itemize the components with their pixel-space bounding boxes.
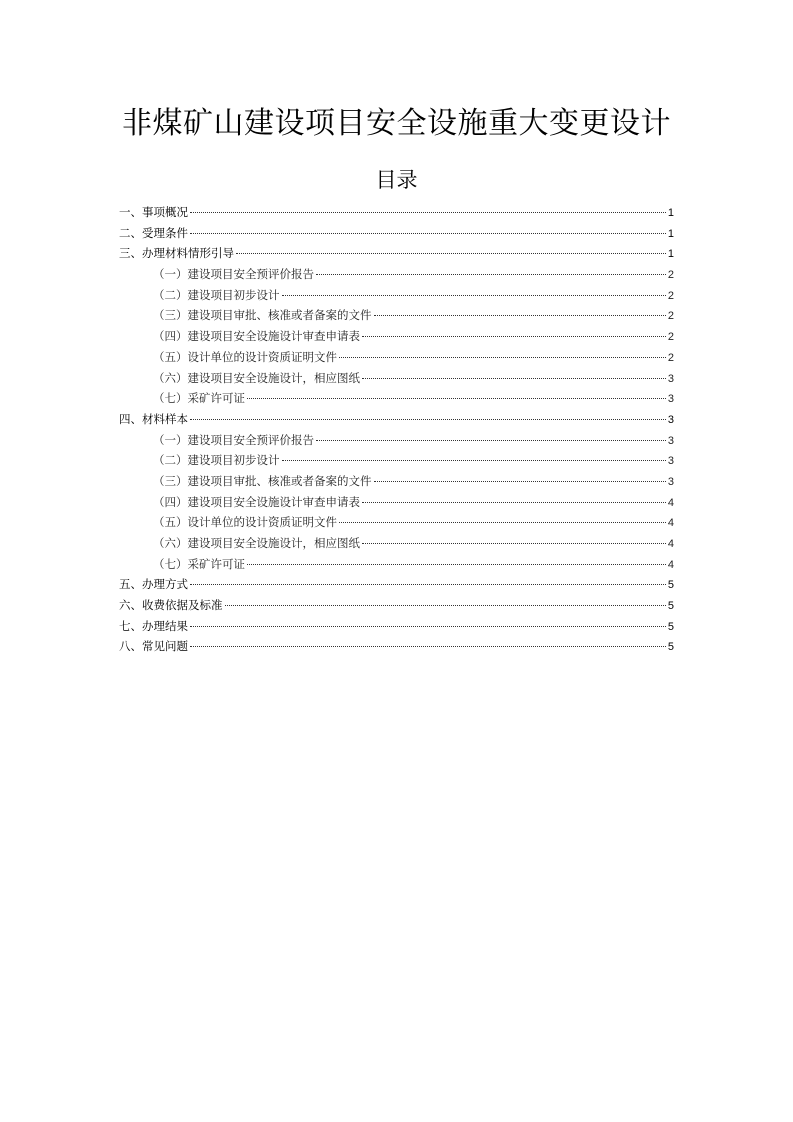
toc-entry-label: （四）建设项目安全设施设计审查申请表 <box>153 494 360 509</box>
toc-leader-dots <box>316 274 666 275</box>
toc-entry-page: 3 <box>667 393 674 406</box>
toc-leader-dots <box>190 646 666 647</box>
toc-leader-dots <box>247 564 666 565</box>
toc-entry-label: 三、办理材料情形引导 <box>119 246 234 261</box>
toc-entry-label: （七）采矿许可证 <box>153 391 245 406</box>
toc-leader-dots <box>339 522 666 523</box>
toc-entry-subitem-3-4[interactable] <box>119 326 674 347</box>
toc-entry-label: 六、收费依据及标准 <box>119 598 223 613</box>
toc-leader-dots <box>362 378 666 379</box>
toc-entry-label: 七、办理结果 <box>119 618 188 633</box>
toc-entry-label: 四、材料样本 <box>119 411 188 426</box>
toc-entry-item-6[interactable] <box>119 595 674 616</box>
toc-entry-item-7[interactable] <box>119 616 674 637</box>
toc-leader-dots <box>316 440 666 441</box>
toc-entry-subitem-4-3[interactable] <box>119 471 674 492</box>
toc-leader-dots <box>374 315 666 316</box>
toc-entry-subitem-3-6[interactable] <box>119 368 674 389</box>
table-of-contents <box>119 202 674 657</box>
toc-entry-item-5[interactable] <box>119 574 674 595</box>
toc-entry-page: 5 <box>667 600 674 613</box>
toc-entry-page: 5 <box>667 641 674 654</box>
document-title: 非煤矿山建设项目安全设施重大变更设计 <box>122 106 671 141</box>
toc-leader-dots <box>362 502 666 503</box>
toc-entry-label: （四）建设项目安全设施设计审查申请表 <box>153 329 360 344</box>
toc-entry-page: 4 <box>667 538 674 550</box>
toc-entry-item-8[interactable] <box>119 636 674 657</box>
toc-entry-label: （一）建设项目安全预评价报告 <box>153 267 314 282</box>
toc-leader-dots <box>247 398 666 399</box>
toc-entry-page: 2 <box>667 289 674 302</box>
toc-entry-page: 4 <box>667 496 674 509</box>
toc-entry-label: （三）建设项目审批、核准或者备案的文件 <box>153 308 372 323</box>
toc-leader-dots <box>190 584 666 585</box>
toc-entry-subitem-4-2[interactable] <box>119 450 674 471</box>
toc-entry-label: （七）采矿许可证 <box>153 556 245 571</box>
toc-entry-label: （六）建设项目安全设施设计，相应图纸 <box>153 370 360 385</box>
toc-entry-subitem-4-6[interactable] <box>119 533 674 554</box>
toc-entry-page: 4 <box>667 517 674 530</box>
toc-entry-page: 3 <box>667 434 674 447</box>
toc-heading: 目录 <box>375 168 418 192</box>
toc-entry-page: 3 <box>667 475 674 488</box>
toc-entry-subitem-3-2[interactable] <box>119 285 674 306</box>
toc-entry-page: 2 <box>667 331 674 344</box>
toc-entry-page: 3 <box>667 455 674 468</box>
toc-entry-page: 3 <box>667 413 674 426</box>
toc-entry-label: 八、常见问题 <box>119 639 188 654</box>
toc-entry-item-4[interactable] <box>119 409 674 430</box>
toc-entry-item-3[interactable] <box>119 243 674 264</box>
toc-entry-label: （五）设计单位的设计资质证明文件 <box>153 349 337 364</box>
toc-entry-label: （六）建设项目安全设施设计，相应图纸 <box>153 536 360 550</box>
toc-entry-label: （二）建设项目初步设计 <box>153 287 280 302</box>
toc-entry-subitem-3-3[interactable] <box>119 305 674 326</box>
toc-leader-dots <box>190 626 666 627</box>
toc-entry-page: 3 <box>667 372 674 385</box>
toc-entry-page: 2 <box>667 269 674 282</box>
toc-leader-dots <box>362 336 666 337</box>
toc-leader-dots <box>339 357 666 358</box>
toc-entry-label: 一、事项概况 <box>119 205 188 219</box>
toc-entry-page: 5 <box>667 579 674 592</box>
toc-entry-subitem-3-1[interactable] <box>119 264 674 285</box>
toc-leader-dots <box>362 543 666 544</box>
toc-leader-dots <box>236 253 666 254</box>
toc-entry-page: 5 <box>667 620 674 633</box>
toc-entry-item-1[interactable] <box>119 202 674 223</box>
toc-leader-dots <box>190 233 666 234</box>
toc-entry-subitem-4-4[interactable] <box>119 492 674 513</box>
toc-leader-dots <box>282 460 666 461</box>
toc-leader-dots <box>374 481 666 482</box>
toc-leader-dots <box>225 605 666 606</box>
toc-entry-label: 五、办理方式 <box>119 577 188 592</box>
toc-leader-dots <box>282 295 666 296</box>
toc-entry-subitem-4-1[interactable] <box>119 430 674 451</box>
toc-entry-subitem-4-5[interactable] <box>119 512 674 533</box>
toc-entry-page: 1 <box>667 248 674 261</box>
toc-entry-subitem-3-7[interactable] <box>119 388 674 409</box>
toc-entry-label: 二、受理条件 <box>119 225 188 240</box>
toc-entry-subitem-4-7[interactable] <box>119 554 674 575</box>
toc-entry-subitem-3-5[interactable] <box>119 347 674 368</box>
toc-entry-label: （三）建设项目审批、核准或者备案的文件 <box>153 473 372 488</box>
toc-entry-page: 1 <box>667 207 674 219</box>
toc-entry-page: 2 <box>667 351 674 364</box>
toc-entry-page: 1 <box>667 227 674 240</box>
toc-leader-dots <box>190 419 666 420</box>
toc-entry-item-2[interactable] <box>119 223 674 244</box>
toc-entry-page: 4 <box>667 558 674 571</box>
toc-leader-dots <box>190 212 666 213</box>
toc-entry-label: （一）建设项目安全预评价报告 <box>153 432 314 447</box>
toc-entry-label: （五）设计单位的设计资质证明文件 <box>153 515 337 530</box>
toc-entry-label: （二）建设项目初步设计 <box>153 453 280 468</box>
toc-entry-page: 2 <box>667 310 674 323</box>
